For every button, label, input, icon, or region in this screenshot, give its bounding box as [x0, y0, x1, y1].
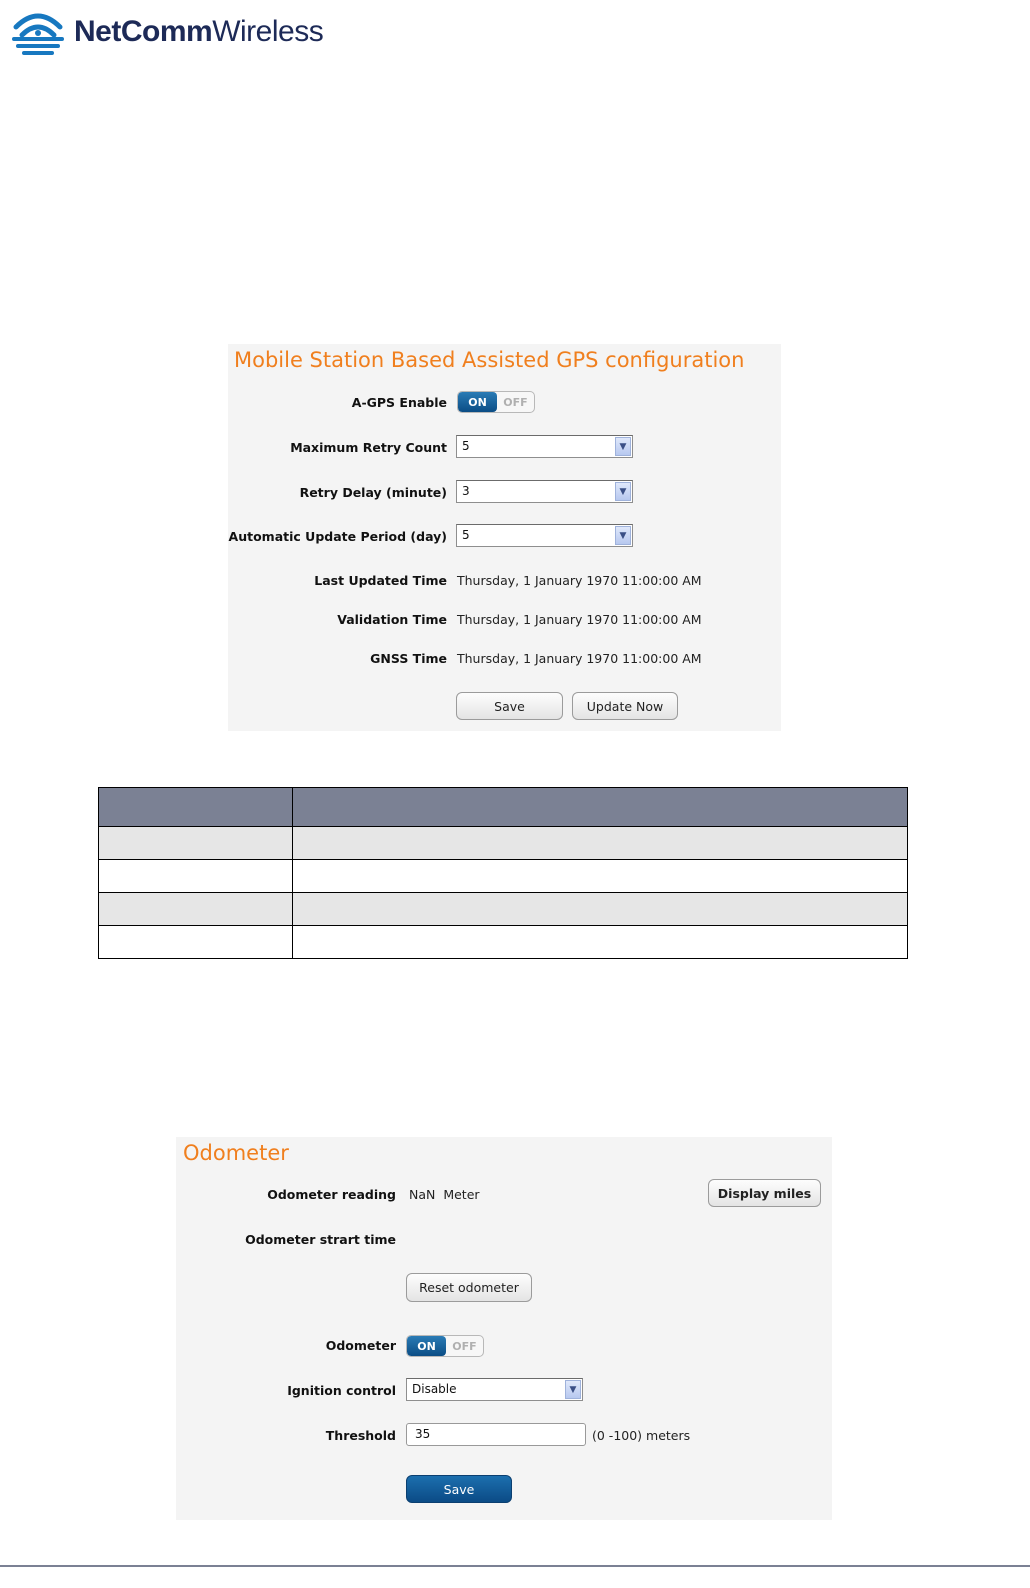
table-row	[99, 860, 908, 893]
chevron-down-icon[interactable]: ▼	[565, 1380, 581, 1399]
validation-time-value: Thursday, 1 January 1970 11:00:00 AM	[457, 612, 702, 627]
footer-divider	[0, 1565, 1030, 1567]
update-period-value: 5	[462, 528, 470, 542]
toggle-off[interactable]: OFF	[503, 395, 528, 409]
update-now-button[interactable]: Update Now	[572, 692, 678, 720]
odometer-save-button[interactable]: Save	[406, 1475, 512, 1503]
toggle-on[interactable]: ON	[407, 1336, 446, 1356]
odometer-panel-title: Odometer	[183, 1141, 289, 1165]
table-cell	[293, 827, 908, 860]
odometer-reading-label: Odometer reading	[267, 1187, 396, 1202]
table-cell	[99, 860, 293, 893]
table-row	[99, 893, 908, 926]
table-header-row	[99, 788, 908, 827]
ignition-control-label: Ignition control	[287, 1383, 396, 1398]
ignition-control-select[interactable]	[406, 1378, 583, 1401]
chevron-down-icon[interactable]: ▼	[615, 437, 631, 456]
retry-delay-label: Retry Delay (minute)	[299, 485, 447, 500]
wireless-signal-icon	[10, 7, 66, 57]
table-header-cell	[293, 788, 908, 827]
odometer-reading-value: NaN Meter	[409, 1187, 480, 1202]
update-period-select[interactable]	[456, 524, 633, 547]
last-updated-label: Last Updated Time	[314, 573, 447, 588]
table-row	[99, 926, 908, 959]
reset-odometer-button[interactable]: Reset odometer	[406, 1273, 532, 1302]
retry-count-label: Maximum Retry Count	[290, 440, 447, 455]
odometer-toggle[interactable]	[406, 1335, 484, 1357]
brand-name: NetCommWireless	[74, 15, 324, 48]
display-miles-button[interactable]: Display miles	[708, 1179, 821, 1207]
odometer-start-time-label: Odometer strart time	[245, 1232, 396, 1247]
chevron-down-icon[interactable]: ▼	[615, 526, 631, 545]
retry-count-select[interactable]	[456, 435, 633, 458]
threshold-hint: (0 -100) meters	[592, 1428, 691, 1443]
update-period-label: Automatic Update Period (day)	[228, 529, 447, 544]
threshold-label: Threshold	[325, 1428, 396, 1443]
validation-time-label: Validation Time	[337, 612, 447, 627]
ignition-control-value: Disable	[412, 1382, 457, 1396]
table-cell	[293, 926, 908, 959]
table-cell	[99, 827, 293, 860]
description-table	[98, 787, 908, 959]
retry-delay-select[interactable]	[456, 480, 633, 503]
agps-panel-title: Mobile Station Based Assisted GPS configuration	[234, 348, 745, 372]
last-updated-value: Thursday, 1 January 1970 11:00:00 AM	[457, 573, 702, 588]
gnss-time-label: GNSS Time	[370, 651, 447, 666]
chevron-down-icon[interactable]: ▼	[615, 482, 631, 501]
gnss-time-value: Thursday, 1 January 1970 11:00:00 AM	[457, 651, 702, 666]
table-cell	[293, 860, 908, 893]
table-cell	[99, 893, 293, 926]
agps-enable-label: A-GPS Enable	[351, 395, 447, 410]
table-row	[99, 827, 908, 860]
agps-save-button[interactable]: Save	[456, 692, 563, 720]
retry-count-value: 5	[462, 439, 470, 453]
agps-enable-toggle[interactable]	[457, 391, 535, 413]
brand-logo	[10, 6, 323, 58]
table-header-cell	[99, 788, 293, 827]
retry-delay-value: 3	[462, 484, 470, 498]
toggle-on[interactable]: ON	[458, 392, 497, 412]
odometer-toggle-label: Odometer	[325, 1338, 396, 1353]
table-cell	[293, 893, 908, 926]
table-cell	[99, 926, 293, 959]
toggle-off[interactable]: OFF	[452, 1339, 477, 1353]
threshold-input[interactable]: 35	[406, 1423, 586, 1446]
